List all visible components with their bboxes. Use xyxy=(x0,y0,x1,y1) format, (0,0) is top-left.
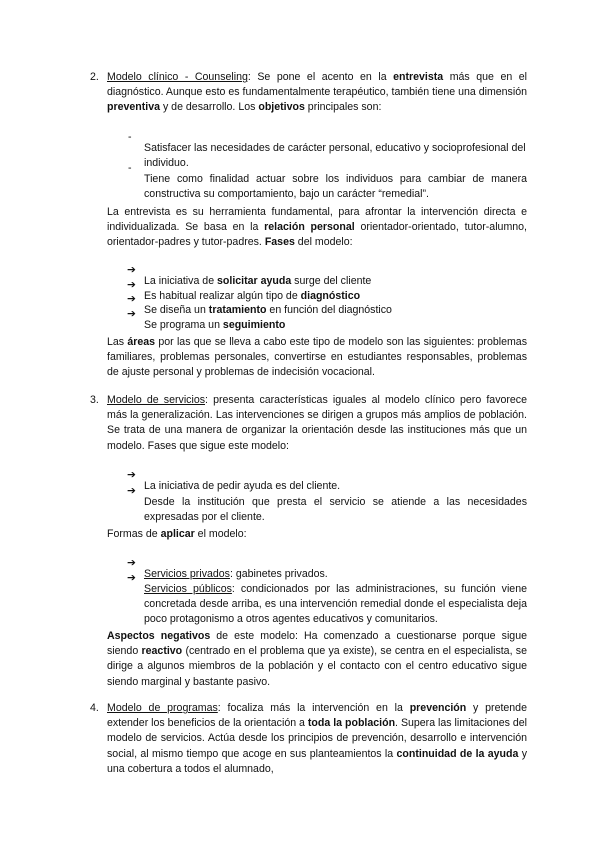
dash-bullet-icon: - xyxy=(128,162,132,174)
section-3-forms-heading xyxy=(107,527,527,542)
form-item xyxy=(144,567,527,582)
text: : Se pone el acento en la xyxy=(247,71,394,83)
dash-bullet-icon: - xyxy=(128,131,132,143)
arrow-bullet-icon: ➔ xyxy=(127,279,136,291)
text: : focaliza más la intervención en la xyxy=(217,702,410,714)
section-2-tool-paragraph xyxy=(107,205,527,251)
text: de este modelo: Ha comenzado a cuestionarse porque sigue siendo xyxy=(107,630,527,658)
arrow-bullet-icon: ➔ xyxy=(127,557,136,569)
arrow-bullet-icon: ➔ xyxy=(127,469,136,481)
arrow-bullet-icon: ➔ xyxy=(127,264,136,276)
text: Se programa un xyxy=(144,318,223,331)
section-3-negatives-paragraph xyxy=(107,629,527,690)
bold-text: continuidad de la ayuda xyxy=(396,747,519,760)
bold-text: preventiva xyxy=(107,101,160,114)
text: La entrevista es su herramienta fundamental, para afrontar la intervención directa e individualizada. Se basa en la xyxy=(107,206,527,234)
phase-item xyxy=(144,303,527,318)
bold-text: reactivo xyxy=(141,645,183,658)
text: : presenta características iguales al modelo clínico pero favorece más la generalización. Las intervenciones se dirigen a grupos más amplios de población. Se trata de una manera de organizar la orientación desde las instituciones más que un modelo. Fases que sigue este modelo: xyxy=(107,394,527,452)
section-3-number: 3. xyxy=(90,394,99,406)
text: principales son: xyxy=(304,101,382,114)
bold-text: toda la población xyxy=(307,717,396,730)
form-title: Servicios privados xyxy=(144,567,230,580)
phase-item xyxy=(144,318,527,333)
text: . Supera las limitaciones del modelo de servicios. Actúa desde los principios de prevención, desarrollo e intervención social, al mismo tiempo que acoge en sus planteamientos la xyxy=(107,717,527,760)
arrow-bullet-icon: ➔ xyxy=(127,308,136,320)
text: La iniciativa de xyxy=(144,274,218,287)
phase-item: La iniciativa de pedir ayuda es del cliente. xyxy=(144,479,341,492)
section-2-intro xyxy=(107,70,527,116)
text: del modelo: xyxy=(294,236,353,249)
text: el modelo: xyxy=(194,528,247,540)
text: y una cobertura a todos el alumnado, xyxy=(107,747,527,775)
section-3-intro xyxy=(107,393,527,454)
text: : gabinetes privados. xyxy=(229,567,328,580)
bold-text: aplicar xyxy=(160,528,195,540)
text: Formas de xyxy=(107,528,161,540)
bold-text: diagnóstico xyxy=(300,289,361,302)
arrow-bullet-icon: ➔ xyxy=(127,572,136,584)
form-title: Servicios públicos xyxy=(144,582,232,595)
objective-item: Satisfacer las necesidades de carácter personal, educativo y socioprofesional del individuo. xyxy=(144,141,526,169)
objective-item: Tiene como finalidad actuar sobre los individuos para cambiar de manera constructiva su comportamiento, bajo un carácter “remedial”. xyxy=(144,172,527,200)
bold-text: prevención xyxy=(409,702,467,714)
bold-text: Fases xyxy=(264,236,295,249)
text: más que en el diagnóstico. Aunque esto es fundamentalmente terapéutico, también tiene una dimensión xyxy=(107,71,528,99)
section-2-areas-paragraph xyxy=(107,335,527,381)
text: Las xyxy=(107,336,128,348)
bold-text: solicitar ayuda xyxy=(217,274,292,287)
bold-text: tratamiento xyxy=(208,303,267,316)
bold-text: objetivos xyxy=(258,101,305,114)
section-2-title: Modelo clínico - Counseling xyxy=(107,71,248,83)
text: y de desarrollo. Los xyxy=(160,101,259,114)
form-item xyxy=(144,582,527,628)
text: (centrado en el problema que ya existe), se centra en el especialista, se dirige a algunos miembros de la población y el contacto con el centro educativo sigue siendo marginal y bastante pasivo. xyxy=(107,645,527,688)
section-4-title: Modelo de programas xyxy=(107,702,218,714)
text: y pretende extender los beneficios de la orientación a xyxy=(107,702,527,730)
arrow-bullet-icon: ➔ xyxy=(127,293,136,305)
bold-text: relación personal xyxy=(264,221,355,234)
bold-text: áreas xyxy=(127,336,156,348)
section-4-intro xyxy=(107,701,527,777)
section-4-number: 4. xyxy=(90,702,99,714)
text: : condicionados por las administraciones, su función viene concretada desde arriba, es una intervención remedial donde el especialista deja poco protagonismo a otros agentes educativos y comunitarios. xyxy=(144,582,527,625)
text: orientador-orientado, tutor-alumno, orientador-padres y tutor-padres. xyxy=(107,221,527,249)
section-3-title: Modelo de servicios xyxy=(107,394,206,406)
phase-item xyxy=(144,289,527,304)
arrow-bullet-icon: ➔ xyxy=(127,485,136,497)
text: por las que se lleva a cabo este tipo de modelo son las siguientes: problemas familiares, problemas personales, convertirse en estudiantes responsables, problemas de ajuste personal y problemas de indecisión vocacional. xyxy=(107,336,527,379)
text: Se diseña un xyxy=(144,303,209,316)
bold-text: entrevista xyxy=(393,71,444,83)
phase-item xyxy=(144,274,527,289)
text: Es habitual realizar algún tipo de xyxy=(144,289,301,302)
bold-text: Aspectos negativos xyxy=(107,630,211,642)
section-2-number: 2. xyxy=(90,71,99,83)
text: surge del cliente xyxy=(291,274,372,287)
phase-item: Desde la institución que presta el servicio se atiende a las necesidades expresadas por el cliente. xyxy=(144,495,527,523)
bold-text: seguimiento xyxy=(222,318,286,331)
text: en función del diagnóstico xyxy=(266,303,392,316)
